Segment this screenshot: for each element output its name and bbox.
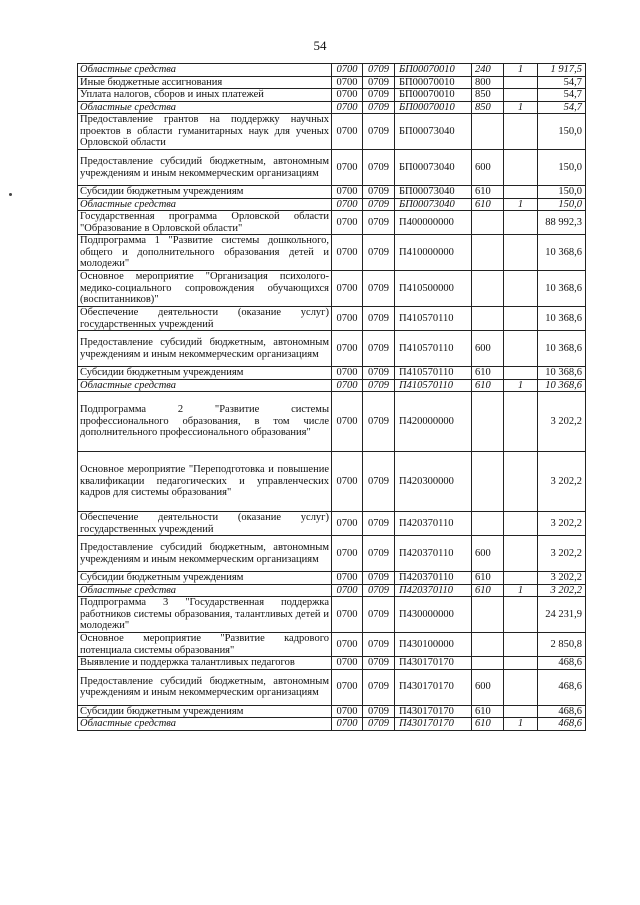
amount-value: 10 368,6	[538, 367, 586, 380]
funding-source	[504, 669, 538, 705]
row-name: Предоставление субсидий бюджетным, автономным учреждениям и иным некоммерческим организациям	[78, 150, 332, 186]
funding-source	[504, 633, 538, 657]
expense-type-code: 600	[472, 669, 504, 705]
table-row	[78, 669, 586, 705]
table-row	[78, 89, 586, 102]
amount-value: 10 368,6	[538, 379, 586, 392]
section-code: 0700	[332, 235, 363, 271]
section-code: 0700	[332, 150, 363, 186]
amount-value: 24 231,9	[538, 597, 586, 633]
row-name: Областные средства	[78, 379, 332, 392]
section-code: 0700	[332, 597, 363, 633]
target-article-code: П420370110	[395, 572, 472, 585]
expense-type-code: 610	[472, 584, 504, 597]
expense-type-code: 610	[472, 379, 504, 392]
subsection-code: 0709	[363, 307, 395, 331]
subsection-code: 0709	[363, 271, 395, 307]
subsection-code: 0709	[363, 597, 395, 633]
expense-type-code: 850	[472, 101, 504, 114]
funding-source	[504, 307, 538, 331]
table-row	[78, 271, 586, 307]
amount-value: 150,0	[538, 150, 586, 186]
subsection-code: 0709	[363, 64, 395, 77]
table-row	[78, 211, 586, 235]
expense-type-code: 610	[472, 705, 504, 718]
subsection-code: 0709	[363, 198, 395, 211]
expense-type-code	[472, 597, 504, 633]
target-article-code: П420370110	[395, 584, 472, 597]
row-name: Подпрограмма 1 "Развитие системы дошкольного, общего и дополнительного образования детей и молодежи"	[78, 235, 332, 271]
target-article-code: П410570110	[395, 331, 472, 367]
subsection-code: 0709	[363, 101, 395, 114]
funding-source	[504, 89, 538, 102]
section-code: 0700	[332, 705, 363, 718]
expense-type-code: 610	[472, 198, 504, 211]
subsection-code: 0709	[363, 705, 395, 718]
section-code: 0700	[332, 367, 363, 380]
funding-source	[504, 367, 538, 380]
expense-type-code	[472, 307, 504, 331]
budget-table	[77, 63, 586, 731]
section-code: 0700	[332, 584, 363, 597]
expense-type-code	[472, 512, 504, 536]
table-row	[78, 633, 586, 657]
table-row	[78, 705, 586, 718]
section-code: 0700	[332, 186, 363, 199]
row-name: Предоставление субсидий бюджетным, автономным учреждениям и иным некоммерческим организациям	[78, 331, 332, 367]
row-name: Предоставление грантов на поддержку научных проектов в области гуманитарных наук для ученых Орловской области	[78, 114, 332, 150]
table-row	[78, 186, 586, 199]
target-article-code: П420300000	[395, 452, 472, 512]
subsection-code: 0709	[363, 76, 395, 89]
target-article-code: П410570110	[395, 379, 472, 392]
target-article-code: П410570110	[395, 307, 472, 331]
amount-value: 3 202,2	[538, 584, 586, 597]
table-row	[78, 114, 586, 150]
amount-value: 88 992,3	[538, 211, 586, 235]
table-row	[78, 64, 586, 77]
table-row	[78, 597, 586, 633]
table-body	[78, 64, 586, 731]
table-row	[78, 572, 586, 585]
subsection-code: 0709	[363, 633, 395, 657]
table-row	[78, 101, 586, 114]
expense-type-code: 600	[472, 150, 504, 186]
subsection-code: 0709	[363, 367, 395, 380]
section-code: 0700	[332, 307, 363, 331]
subsection-code: 0709	[363, 669, 395, 705]
target-article-code: БП00073040	[395, 186, 472, 199]
target-article-code: П430170170	[395, 657, 472, 670]
amount-value: 468,6	[538, 669, 586, 705]
row-name: Подпрограмма 3 "Государственная поддержка работников системы образования, талантливых детей и молодежи"	[78, 597, 332, 633]
funding-source	[504, 211, 538, 235]
expense-type-code	[472, 452, 504, 512]
section-code: 0700	[332, 211, 363, 235]
amount-value: 1 917,5	[538, 64, 586, 77]
row-name: Областные средства	[78, 198, 332, 211]
section-code: 0700	[332, 718, 363, 731]
expense-type-code: 800	[472, 76, 504, 89]
funding-source	[504, 657, 538, 670]
section-code: 0700	[332, 392, 363, 452]
section-code: 0700	[332, 657, 363, 670]
row-name: Основное мероприятие "Организация психолого-медико-социального сопровождения обучающихся (воспитанников)"	[78, 271, 332, 307]
target-article-code: П430100000	[395, 633, 472, 657]
section-code: 0700	[332, 379, 363, 392]
row-name: Предоставление субсидий бюджетным, автономным учреждениям и иным некоммерческим организациям	[78, 669, 332, 705]
table-row	[78, 307, 586, 331]
row-name: Основное мероприятие "Развитие кадрового потенциала системы образования"	[78, 633, 332, 657]
target-article-code: БП00070010	[395, 64, 472, 77]
target-article-code: П410500000	[395, 271, 472, 307]
expense-type-code	[472, 114, 504, 150]
subsection-code: 0709	[363, 89, 395, 102]
target-article-code: БП00070010	[395, 89, 472, 102]
row-name: Основное мероприятие "Переподготовка и повышение квалификации педагогических и управленческих кадров для системы образования"	[78, 452, 332, 512]
expense-type-code: 610	[472, 367, 504, 380]
amount-value: 150,0	[538, 198, 586, 211]
table-row	[78, 657, 586, 670]
expense-type-code: 240	[472, 64, 504, 77]
expense-type-code	[472, 392, 504, 452]
subsection-code: 0709	[363, 114, 395, 150]
subsection-code: 0709	[363, 572, 395, 585]
funding-source	[504, 705, 538, 718]
funding-source	[504, 572, 538, 585]
row-name: Предоставление субсидий бюджетным, автономным учреждениям и иным некоммерческим организациям	[78, 536, 332, 572]
expense-type-code	[472, 633, 504, 657]
section-code: 0700	[332, 198, 363, 211]
target-article-code: П420000000	[395, 392, 472, 452]
table-row	[78, 379, 586, 392]
subsection-code: 0709	[363, 512, 395, 536]
section-code: 0700	[332, 512, 363, 536]
subsection-code: 0709	[363, 331, 395, 367]
funding-source	[504, 452, 538, 512]
subsection-code: 0709	[363, 392, 395, 452]
target-article-code: П420370110	[395, 536, 472, 572]
subsection-code: 0709	[363, 536, 395, 572]
section-code: 0700	[332, 669, 363, 705]
section-code: 0700	[332, 101, 363, 114]
target-article-code: БП00073040	[395, 198, 472, 211]
section-code: 0700	[332, 331, 363, 367]
section-code: 0700	[332, 572, 363, 585]
amount-value: 3 202,2	[538, 512, 586, 536]
amount-value: 3 202,2	[538, 536, 586, 572]
amount-value: 54,7	[538, 76, 586, 89]
amount-value: 3 202,2	[538, 572, 586, 585]
subsection-code: 0709	[363, 379, 395, 392]
table-row	[78, 512, 586, 536]
target-article-code: П410570110	[395, 367, 472, 380]
expense-type-code	[472, 211, 504, 235]
funding-source: 1	[504, 198, 538, 211]
amount-value: 150,0	[538, 186, 586, 199]
amount-value: 10 368,6	[538, 235, 586, 271]
section-code: 0700	[332, 114, 363, 150]
row-name: Субсидии бюджетным учреждениям	[78, 186, 332, 199]
funding-source: 1	[504, 64, 538, 77]
expense-type-code	[472, 271, 504, 307]
section-code: 0700	[332, 633, 363, 657]
target-article-code: БП00073040	[395, 114, 472, 150]
funding-source: 1	[504, 379, 538, 392]
target-article-code: П430170170	[395, 705, 472, 718]
subsection-code: 0709	[363, 452, 395, 512]
row-name: Субсидии бюджетным учреждениям	[78, 367, 332, 380]
row-name: Государственная программа Орловской области "Образование в Орловской области"	[78, 211, 332, 235]
subsection-code: 0709	[363, 584, 395, 597]
funding-source	[504, 114, 538, 150]
target-article-code: П400000000	[395, 211, 472, 235]
amount-value: 468,6	[538, 718, 586, 731]
page-number: 54	[313, 38, 327, 53]
funding-source: 1	[504, 718, 538, 731]
funding-source	[504, 235, 538, 271]
expense-type-code: 610	[472, 186, 504, 199]
target-article-code: П420370110	[395, 512, 472, 536]
funding-source	[504, 512, 538, 536]
target-article-code: БП00070010	[395, 101, 472, 114]
funding-source	[504, 271, 538, 307]
row-name: Обеспечение деятельности (оказание услуг) государственных учреждений	[78, 512, 332, 536]
funding-source	[504, 392, 538, 452]
table-row	[78, 367, 586, 380]
subsection-code: 0709	[363, 150, 395, 186]
funding-source	[504, 597, 538, 633]
subsection-code: 0709	[363, 235, 395, 271]
expense-type-code: 600	[472, 331, 504, 367]
expense-type-code: 610	[472, 572, 504, 585]
target-article-code: П430000000	[395, 597, 472, 633]
subsection-code: 0709	[363, 657, 395, 670]
row-name: Подпрограмма 2 "Развитие системы профессионального образования, в том числе дополнительного профессионального образования"	[78, 392, 332, 452]
subsection-code: 0709	[363, 211, 395, 235]
table-row	[78, 536, 586, 572]
target-article-code: П410000000	[395, 235, 472, 271]
amount-value: 3 202,2	[538, 452, 586, 512]
amount-value: 468,6	[538, 705, 586, 718]
row-name: Обеспечение деятельности (оказание услуг) государственных учреждений	[78, 307, 332, 331]
section-code: 0700	[332, 76, 363, 89]
amount-value: 3 202,2	[538, 392, 586, 452]
table-row	[78, 584, 586, 597]
amount-value: 10 368,6	[538, 307, 586, 331]
target-article-code: П430170170	[395, 669, 472, 705]
funding-source	[504, 150, 538, 186]
row-name: Иные бюджетные ассигнования	[78, 76, 332, 89]
section-code: 0700	[332, 536, 363, 572]
expense-type-code	[472, 235, 504, 271]
section-code: 0700	[332, 89, 363, 102]
table-row	[78, 392, 586, 452]
row-name: Областные средства	[78, 101, 332, 114]
row-name: Областные средства	[78, 718, 332, 731]
table-row	[78, 76, 586, 89]
amount-value: 468,6	[538, 657, 586, 670]
subsection-code: 0709	[363, 718, 395, 731]
amount-value: 10 368,6	[538, 331, 586, 367]
target-article-code: БП00070010	[395, 76, 472, 89]
funding-source: 1	[504, 584, 538, 597]
row-name: Субсидии бюджетным учреждениям	[78, 572, 332, 585]
funding-source	[504, 76, 538, 89]
amount-value: 54,7	[538, 101, 586, 114]
table-row	[78, 331, 586, 367]
row-name: Субсидии бюджетным учреждениям	[78, 705, 332, 718]
table-row	[78, 198, 586, 211]
row-name: Областные средства	[78, 584, 332, 597]
expense-type-code: 600	[472, 536, 504, 572]
subsection-code: 0709	[363, 186, 395, 199]
table-row	[78, 718, 586, 731]
section-code: 0700	[332, 64, 363, 77]
amount-value: 150,0	[538, 114, 586, 150]
row-name: Областные средства	[78, 64, 332, 77]
expense-type-code: 850	[472, 89, 504, 102]
table-row	[78, 235, 586, 271]
funding-source: 1	[504, 101, 538, 114]
funding-source	[504, 536, 538, 572]
funding-source	[504, 331, 538, 367]
row-name: Уплата налогов, сборов и иных платежей	[78, 89, 332, 102]
funding-source	[504, 186, 538, 199]
row-name: Выявление и поддержка талантливых педагогов	[78, 657, 332, 670]
amount-value: 10 368,6	[538, 271, 586, 307]
expense-type-code: 610	[472, 718, 504, 731]
table-row	[78, 452, 586, 512]
expense-type-code	[472, 657, 504, 670]
amount-value: 54,7	[538, 89, 586, 102]
table-row	[78, 150, 586, 186]
target-article-code: БП00073040	[395, 150, 472, 186]
target-article-code: П430170170	[395, 718, 472, 731]
section-code: 0700	[332, 271, 363, 307]
section-code: 0700	[332, 452, 363, 512]
amount-value: 2 850,8	[538, 633, 586, 657]
scan-speck	[9, 193, 12, 196]
